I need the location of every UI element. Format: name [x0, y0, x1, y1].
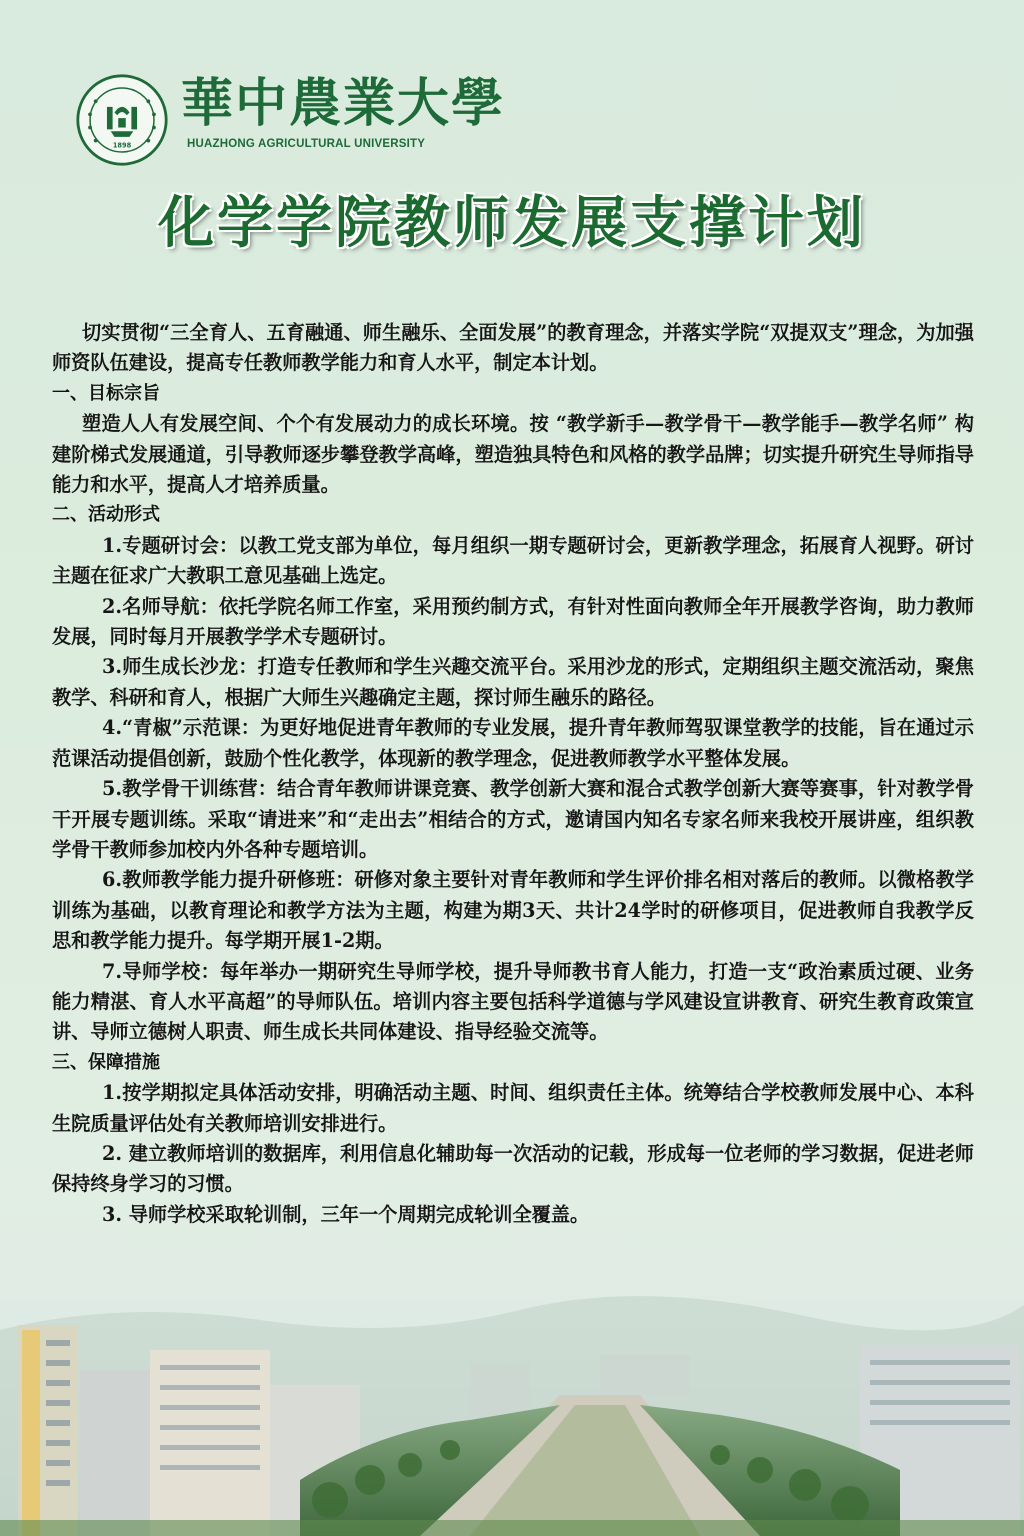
- university-name-en: HUAZHONG AGRICULTURAL UNIVERSITY: [187, 138, 426, 150]
- activity-item: 2.名师导航：依托学院名师工作室，采用预约制方式，有针对性面向教师全年开展教学咨询，助力教师发展，同时每月开展教学学术专题研讨。: [52, 594, 974, 649]
- activity-item: 7.导师学校：每年举办一期研究生导师学校，提升导师教书育人能力，打造一支“政治素质过硬、业务能力精湛、育人水平高超”的导师队伍。培训内容主要包括科学道德与学风建设宣讲教育、研究生教育政策宣讲、导师立德树人职责、师生成长共同体建设、指导经验交流等。: [52, 959, 974, 1044]
- section-heading-activities: 二、活动形式: [52, 504, 160, 526]
- university-logo: [181, 72, 506, 150]
- activity-item: 5.教学骨干训练营：结合青年教师讲课竞赛、教学创新大赛和混合式教学创新大赛等赛事，针对教学骨干开展专题训练。采取“请进来”和“走出去”相结合的方式，邀请国内知名专家名师来我校开展讲座，组织教学骨干教师参加校内外各种专题培训。: [52, 777, 974, 861]
- poster-title: 化学学院教师发展支撑计划: [158, 191, 866, 256]
- university-seal-logo: [75, 73, 169, 167]
- goals-paragraph: 塑造人人有发展空间、个个有发展动力的成长环境。按 “教学新手—教学骨干—教学能手—教学名师” 构建阶梯式发展通道，引导教师逐步攀登教学高峰，塑造独具特色和风格的教学品牌；切实提升研究生导师指导能力和水平，提高人才培养质量。: [52, 412, 974, 497]
- section-heading-goals: 一、目标宗旨: [52, 382, 160, 404]
- measure-item: 2. 建立教师培训的数据库，利用信息化辅助每一次活动的记载，形成每一位老师的学习数据，促进老师保持终身学习的习惯。: [52, 1141, 974, 1196]
- activity-item: 3.师生成长沙龙：打造专任教师和学生兴趣交流平台。采用沙龙的形式，定期组织主题交流活动，聚焦教学、科研和育人，根据广大师生兴趣确定主题，探讨师生融乐的路径。: [52, 655, 974, 709]
- seal-year: 1898: [112, 141, 132, 150]
- intro-paragraph: 切实贯彻“三全育人、五育融通、师生融乐、全面发展”的教育理念，并落实学院“双提双支”理念，为加强师资队伍建设，提高专任教师教学能力和育人水平，制定本计划。: [52, 321, 974, 375]
- activity-item: 4.“青椒”示范课：为更好地促进青年教师的专业发展，提升青年教师驾驭课堂教学的技能，旨在通过示范课活动提倡创新，鼓励个性化教学，体现新的教学理念，促进教师教学水平整体发展。: [52, 716, 974, 770]
- activity-item: 1.专题研讨会：以教工党支部为单位，每月组织一期专题研讨会，更新教学理念，拓展育人视野。研讨主题在征求广大教职工意见基础上选定。: [52, 533, 974, 588]
- activity-item: 6.教师教学能力提升研修班：研修对象主要针对青年教师和学生评价排名相对落后的教师。以微格教学训练为基础，以教育理论和教学方法为主题，构建为期3天、共计24学时的研修项目，促进教师自我教学反思和教学能力提升。每学期开展1-2期。: [52, 868, 974, 953]
- section-heading-measures: 三、保障措施: [52, 1051, 160, 1073]
- measure-item: 3. 导师学校采取轮训制，三年一个周期完成轮训全覆盖。: [102, 1202, 590, 1226]
- poster-content: [52, 318, 974, 1230]
- university-name-cn: 華中農業大學: [181, 73, 506, 134]
- measure-item: 1.按学期拟定具体活动安排，明确活动主题、时间、组织责任主体。统筹结合学校教师发展中心、本科生院质量评估处有关教师培训安排进行。: [52, 1081, 974, 1135]
- campus-photo: [0, 1180, 1024, 1536]
